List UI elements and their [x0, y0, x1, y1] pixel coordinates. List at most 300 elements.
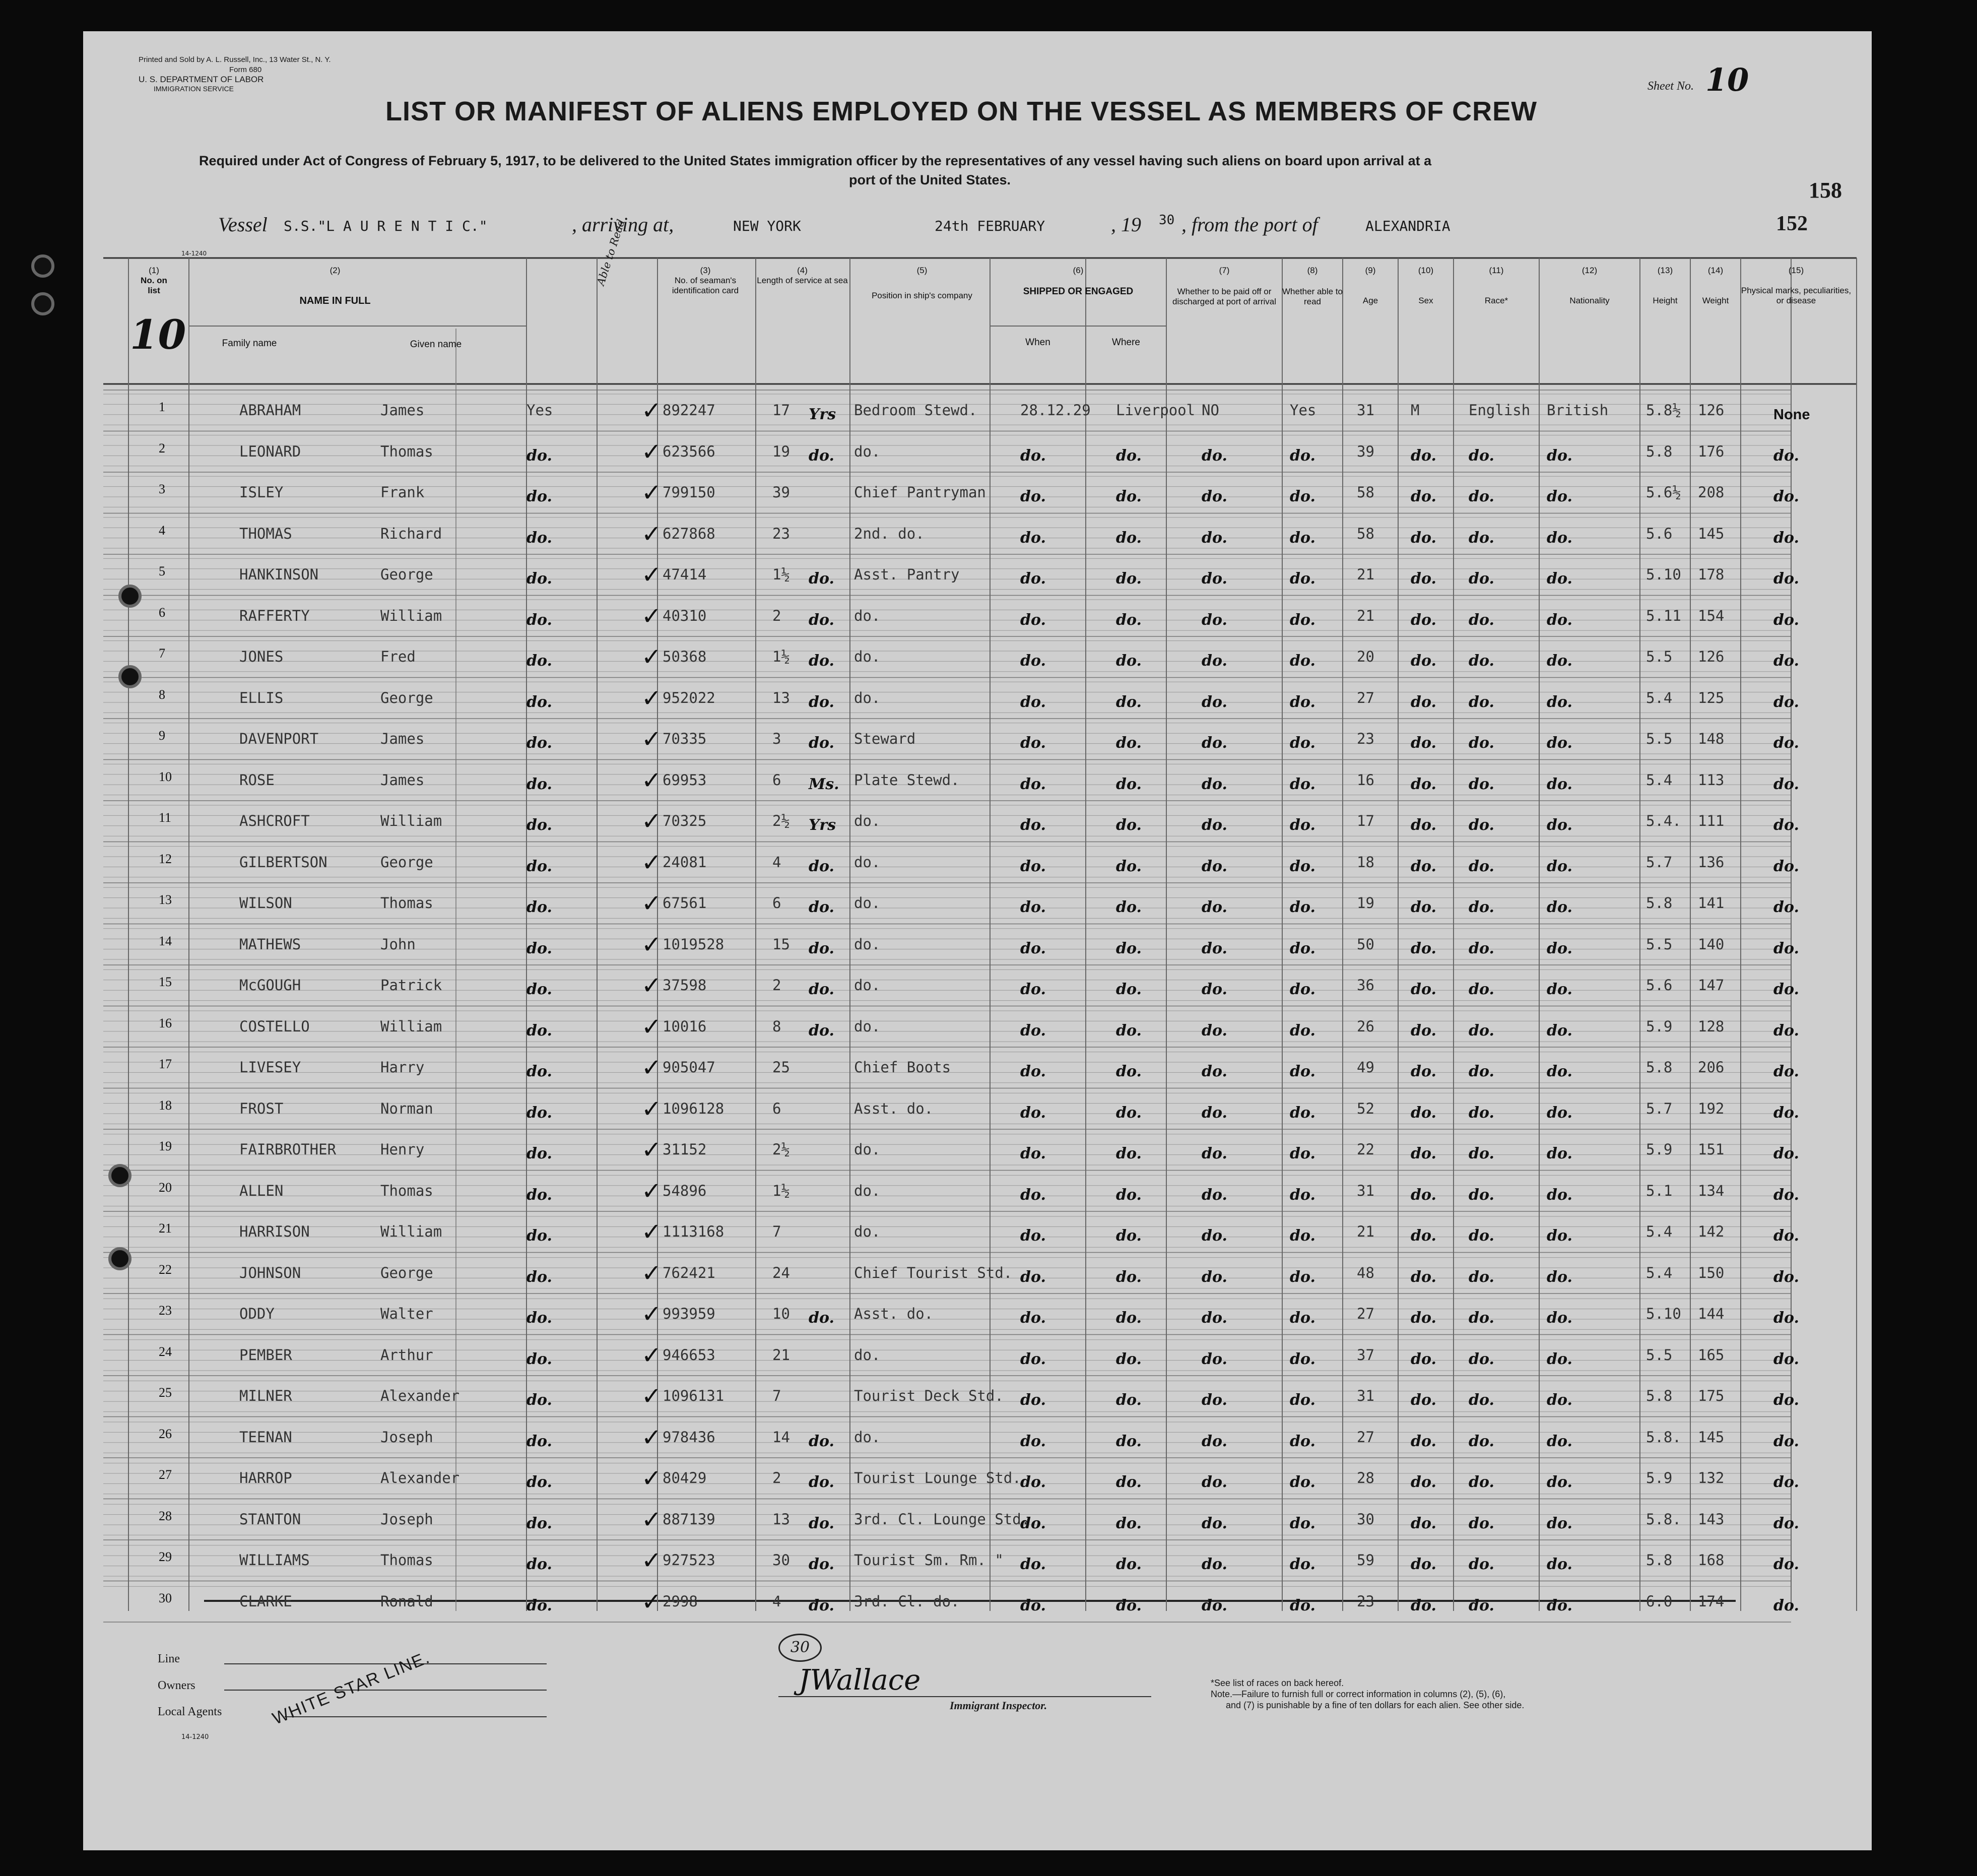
- race: do.: [1469, 816, 1494, 834]
- table-row: [83, 1464, 1799, 1510]
- given-name: Fred: [380, 648, 416, 665]
- paid-off: do.: [1202, 1596, 1227, 1614]
- shipped-where: do.: [1116, 939, 1142, 957]
- weight: 126: [1698, 648, 1725, 665]
- header-col-13: (13) Height: [1653, 266, 1678, 305]
- weight: 208: [1698, 484, 1725, 501]
- service-length: 7: [772, 1387, 781, 1404]
- age: 36: [1357, 977, 1374, 994]
- physical-marks: None: [1773, 407, 1810, 423]
- weight: 151: [1698, 1141, 1725, 1158]
- shipped-when: do.: [1020, 939, 1046, 957]
- manifest-sheet: [83, 31, 1872, 1850]
- shipped-when: do.: [1020, 1309, 1046, 1327]
- weight: 145: [1698, 525, 1725, 542]
- given-name: Joseph: [380, 1428, 433, 1446]
- shipped-when: do.: [1020, 488, 1046, 505]
- service-unit: do.: [809, 1556, 834, 1573]
- given-name: Henry: [380, 1141, 425, 1158]
- given-name: Walter: [380, 1305, 433, 1322]
- ship-position: Asst. do.: [854, 1099, 934, 1117]
- row-number: 25: [159, 1385, 172, 1400]
- service-length: 8: [772, 1017, 781, 1035]
- able-to-read-flag: do.: [1290, 446, 1315, 465]
- id-card-number: 905047: [663, 1059, 715, 1076]
- nationality: do.: [1547, 816, 1572, 834]
- shipped-where: do.: [1116, 1268, 1142, 1286]
- id-card-number: 1096128: [663, 1099, 724, 1117]
- age: 21: [1357, 1223, 1374, 1240]
- height: 5.5: [1646, 935, 1673, 953]
- page-title: LIST OR MANIFEST OF ALIENS EMPLOYED ON THE VESSEL AS MEMBERS OF CREW: [385, 96, 1538, 126]
- checkmark-icon: ✓: [641, 1054, 662, 1082]
- height: 5.9: [1646, 1017, 1673, 1035]
- checkmark-icon: ✓: [641, 397, 662, 425]
- paid-off: do.: [1202, 1063, 1227, 1080]
- ship-position: do.: [854, 1428, 881, 1446]
- weight: 125: [1698, 689, 1725, 706]
- service-length: 2: [772, 607, 781, 624]
- row-number: 21: [159, 1221, 172, 1236]
- ship-position: Chief Pantryman: [854, 484, 986, 501]
- family-name: CLARKE: [239, 1592, 292, 1610]
- physical-marks: do.: [1773, 1104, 1799, 1122]
- nationality: do.: [1547, 1514, 1572, 1532]
- service-unit: do.: [809, 693, 834, 711]
- ship-position: do.: [854, 977, 881, 994]
- service-length: 19: [772, 442, 790, 460]
- weight: 136: [1698, 853, 1725, 871]
- service-length: 39: [772, 484, 790, 501]
- able-to-read: do.: [526, 1473, 552, 1491]
- able-to-read: do.: [526, 1596, 552, 1614]
- given-name: Thomas: [380, 894, 433, 912]
- year-label: , 19: [1111, 213, 1141, 236]
- id-card-number: 24081: [663, 853, 707, 871]
- binder-hole: [108, 1247, 131, 1270]
- race: do.: [1469, 857, 1494, 875]
- able-to-read: do.: [526, 1063, 552, 1080]
- id-card-number: 993959: [663, 1305, 715, 1322]
- weight: 145: [1698, 1428, 1725, 1446]
- weight: 111: [1698, 812, 1725, 829]
- service-unit: do.: [809, 939, 834, 957]
- height: 5.6: [1646, 977, 1673, 994]
- able-to-read-flag: do.: [1290, 898, 1315, 916]
- shipped-when: do.: [1020, 1350, 1046, 1368]
- able-to-read-flag: do.: [1290, 1268, 1315, 1286]
- table-row: [83, 972, 1799, 1017]
- service-unit: do.: [809, 734, 834, 752]
- shipped-where: do.: [1116, 1063, 1142, 1080]
- height: 5.4: [1646, 771, 1673, 789]
- table-row: [83, 848, 1799, 894]
- list-number-hand: 10: [130, 311, 186, 358]
- footer-line-label: Line: [158, 1652, 180, 1665]
- header-col-15: (15) Physical marks, peculiarities, or disease: [1741, 266, 1852, 305]
- imprint-line-4: IMMIGRATION SERVICE: [154, 85, 234, 93]
- id-card-number: 762421: [663, 1264, 715, 1281]
- able-to-read-flag: do.: [1290, 1021, 1315, 1040]
- ship-position: Bedroom Stewd.: [854, 402, 977, 419]
- family-name: ASHCROFT: [239, 812, 310, 829]
- age: 48: [1357, 1264, 1374, 1281]
- checkmark-icon: ✓: [641, 1382, 662, 1410]
- service-length: 1½: [772, 648, 790, 665]
- race: do.: [1469, 1391, 1494, 1409]
- height: 5.8.: [1646, 1428, 1681, 1446]
- checkmark-icon: ✓: [641, 1094, 662, 1123]
- given-name: Alexander: [380, 1469, 460, 1486]
- given-name: Richard: [380, 525, 442, 542]
- shipped-when: do.: [1020, 1227, 1046, 1245]
- paid-off: do.: [1202, 1021, 1227, 1040]
- race: do.: [1469, 1309, 1494, 1327]
- row-number: 1: [159, 400, 165, 414]
- shipped-when: do.: [1020, 1268, 1046, 1286]
- weight: 147: [1698, 977, 1725, 994]
- header-col-10: (10) Sex: [1418, 266, 1434, 305]
- able-to-read: do.: [526, 1432, 552, 1450]
- id-card-number: 2998: [663, 1592, 698, 1610]
- family-name: DAVENPORT: [239, 730, 319, 747]
- service-length: 21: [772, 1346, 790, 1364]
- given-name: George: [380, 566, 433, 583]
- page-number: 152: [1776, 212, 1808, 235]
- paid-off: do.: [1202, 1473, 1227, 1491]
- age: 20: [1357, 648, 1374, 665]
- ship-position: Tourist Lounge Std.: [854, 1469, 1021, 1486]
- id-card-number: 978436: [663, 1428, 715, 1446]
- ship-position: do.: [854, 607, 881, 624]
- physical-marks: do.: [1773, 734, 1799, 752]
- nationality: British: [1547, 402, 1609, 419]
- nationality: do.: [1547, 1473, 1572, 1491]
- physical-marks: do.: [1773, 570, 1799, 588]
- checkmark-icon: ✓: [641, 520, 662, 548]
- id-card-number: 70335: [663, 730, 707, 747]
- height: 5.1: [1646, 1182, 1673, 1199]
- physical-marks: do.: [1773, 1473, 1799, 1491]
- paid-off: do.: [1202, 1145, 1227, 1162]
- shipped-where: do.: [1116, 1473, 1142, 1491]
- family-name: HARROP: [239, 1469, 292, 1486]
- able-to-read: do.: [526, 446, 552, 465]
- shipped-when: do.: [1020, 1514, 1046, 1532]
- shipped-when: do.: [1020, 898, 1046, 916]
- service-length: 13: [772, 689, 790, 706]
- physical-marks: do.: [1773, 1556, 1799, 1573]
- sex: do.: [1411, 1391, 1436, 1409]
- age: 49: [1357, 1059, 1374, 1076]
- race: English: [1469, 402, 1531, 419]
- given-name: Joseph: [380, 1510, 433, 1528]
- shipped-when: do.: [1020, 652, 1046, 670]
- checkmark-icon: ✓: [641, 437, 662, 466]
- paid-off: do.: [1202, 488, 1227, 505]
- shipped-where: do.: [1116, 775, 1142, 793]
- height: 5.5: [1646, 1346, 1673, 1364]
- shipped-when: do.: [1020, 1186, 1046, 1204]
- race: do.: [1469, 1186, 1494, 1204]
- id-card-number: 10016: [663, 1017, 707, 1035]
- sex: do.: [1411, 488, 1436, 505]
- shipped-where: do.: [1116, 734, 1142, 752]
- height: 5.7: [1646, 853, 1673, 871]
- shipped-when: 28.12.29: [1020, 402, 1091, 419]
- family-name: ABRAHAM: [239, 402, 301, 419]
- given-name: Thomas: [380, 442, 433, 460]
- shipped-when: do.: [1020, 1021, 1046, 1040]
- checkmark-icon: ✓: [641, 889, 662, 918]
- footer-note-1: *See list of races on back hereof.: [1211, 1678, 1344, 1688]
- paid-off: do.: [1202, 1104, 1227, 1122]
- age: 31: [1357, 402, 1374, 419]
- race: do.: [1469, 488, 1494, 505]
- shipped-where: do.: [1116, 488, 1142, 505]
- white-star-stamp: WHITE STAR LINE.: [270, 1647, 433, 1729]
- able-to-read-flag: do.: [1290, 1514, 1315, 1532]
- shipped-when: do.: [1020, 816, 1046, 834]
- ship-position: do.: [854, 442, 881, 460]
- race: do.: [1469, 446, 1494, 465]
- shipped-when: do.: [1020, 1391, 1046, 1409]
- age: 22: [1357, 1141, 1374, 1158]
- able-to-read: do.: [526, 1350, 552, 1368]
- height: 5.5: [1646, 730, 1673, 747]
- physical-marks: do.: [1773, 981, 1799, 998]
- row-number: 15: [159, 975, 172, 989]
- age: 18: [1357, 853, 1374, 871]
- sex: do.: [1411, 611, 1436, 629]
- able-to-read-flag: do.: [1290, 693, 1315, 711]
- weight: 113: [1698, 771, 1725, 789]
- paid-off: do.: [1202, 1556, 1227, 1573]
- sex: do.: [1411, 1432, 1436, 1450]
- table-row: [83, 889, 1799, 935]
- age: 26: [1357, 1017, 1374, 1035]
- table-row: [83, 1094, 1799, 1140]
- id-card-number: 37598: [663, 977, 707, 994]
- shipped-when: do.: [1020, 1432, 1046, 1450]
- able-to-read-flag: do.: [1290, 1309, 1315, 1327]
- height: 5.11: [1646, 607, 1681, 624]
- header-col-4: (4) Length of service at sea: [757, 266, 848, 285]
- able-to-read: do.: [526, 939, 552, 957]
- table-row: [83, 1587, 1799, 1633]
- height: 5.10: [1646, 566, 1681, 583]
- shipped-where: do.: [1116, 1596, 1142, 1614]
- nationality: do.: [1547, 1021, 1572, 1040]
- able-to-read: do.: [526, 775, 552, 793]
- family-name: HANKINSON: [239, 566, 319, 583]
- physical-marks: do.: [1773, 1309, 1799, 1327]
- sex: do.: [1411, 1473, 1436, 1491]
- shipped-when: do.: [1020, 570, 1046, 588]
- nationality: do.: [1547, 981, 1572, 998]
- shipped-where: do.: [1116, 1021, 1142, 1040]
- service-length: 23: [772, 525, 790, 542]
- race: do.: [1469, 693, 1494, 711]
- given-name: George: [380, 689, 433, 706]
- family-name: ALLEN: [239, 1182, 284, 1199]
- checkmark-icon: ✓: [641, 602, 662, 630]
- service-unit: do.: [809, 1021, 834, 1040]
- weight: 142: [1698, 1223, 1725, 1240]
- checkmark-icon: ✓: [641, 1464, 662, 1493]
- race: do.: [1469, 981, 1494, 998]
- header-able-to-read: Able to Read: [595, 218, 627, 287]
- checkmark-icon: ✓: [641, 561, 662, 589]
- row-number: 23: [159, 1303, 172, 1318]
- able-to-read: do.: [526, 1556, 552, 1573]
- physical-marks: do.: [1773, 1596, 1799, 1614]
- row-number: 12: [159, 851, 172, 866]
- able-to-read: do.: [526, 898, 552, 916]
- vessel-name: S.S."L A U R E N T I C.": [284, 218, 488, 234]
- able-to-read: do.: [526, 1309, 552, 1327]
- physical-marks: do.: [1773, 1145, 1799, 1162]
- able-to-read: do.: [526, 1227, 552, 1245]
- id-card-number: 892247: [663, 402, 715, 419]
- family-name: HARRISON: [239, 1223, 310, 1240]
- row-number: 13: [159, 892, 172, 907]
- height: 5.5: [1646, 648, 1673, 665]
- subtitle-line-1: Required under Act of Congress of February 5, 1917, to be delivered to the United States immigration officer by the representatives of any vessel having such aliens on board upon arrival at a: [199, 153, 1432, 168]
- given-name: George: [380, 853, 433, 871]
- able-to-read-flag: do.: [1290, 611, 1315, 629]
- binder-hole: [31, 292, 54, 315]
- ship-position: do.: [854, 853, 881, 871]
- height: 5.4: [1646, 1223, 1673, 1240]
- given-name: James: [380, 402, 425, 419]
- id-card-number: 31152: [663, 1141, 707, 1158]
- header-family-name: Family name: [222, 338, 277, 349]
- given-name: James: [380, 730, 425, 747]
- binder-hole: [118, 585, 142, 608]
- age: 23: [1357, 730, 1374, 747]
- sex: do.: [1411, 734, 1436, 752]
- departure-port: ALEXANDRIA: [1365, 218, 1451, 234]
- sex: do.: [1411, 775, 1436, 793]
- header-col-9: (9) Age: [1362, 266, 1378, 305]
- age: 23: [1357, 1592, 1374, 1610]
- table-row: [83, 1054, 1799, 1099]
- table-row: [83, 1218, 1799, 1263]
- table-row: [83, 766, 1799, 812]
- weight: 132: [1698, 1469, 1725, 1486]
- height: 5.4: [1646, 1264, 1673, 1281]
- able-to-read: do.: [526, 981, 552, 998]
- shipped-when: do.: [1020, 775, 1046, 793]
- family-name: WILSON: [239, 894, 292, 912]
- header-given-name: Given name: [410, 339, 462, 350]
- service-length: 2: [772, 1469, 781, 1486]
- table-row: [83, 807, 1799, 853]
- family-name: STANTON: [239, 1510, 301, 1528]
- service-unit: do.: [809, 1309, 834, 1327]
- paid-off: NO: [1202, 402, 1219, 419]
- race: do.: [1469, 939, 1494, 957]
- family-name: MILNER: [239, 1387, 292, 1404]
- nationality: do.: [1547, 775, 1572, 793]
- able-to-read: do.: [526, 693, 552, 711]
- able-to-read: do.: [526, 1268, 552, 1286]
- nationality: do.: [1547, 1227, 1572, 1245]
- ship-position: Plate Stewd.: [854, 771, 960, 789]
- checkmark-icon: ✓: [641, 1136, 662, 1164]
- ship-position: 3rd. Cl. do.: [854, 1592, 960, 1610]
- nationality: do.: [1547, 446, 1572, 465]
- able-to-read-flag: do.: [1290, 816, 1315, 834]
- table-row: [83, 1259, 1799, 1305]
- ship-position: Steward: [854, 730, 916, 747]
- service-length: 2½: [772, 1141, 790, 1158]
- age: 52: [1357, 1099, 1374, 1117]
- shipped-when: do.: [1020, 1473, 1046, 1491]
- shipped-when: do.: [1020, 857, 1046, 875]
- id-card-number: 67561: [663, 894, 707, 912]
- age: 27: [1357, 689, 1374, 706]
- race: do.: [1469, 529, 1494, 547]
- paid-off: do.: [1202, 981, 1227, 998]
- service-length: 15: [772, 935, 790, 953]
- footer-owners-label: Owners: [158, 1679, 195, 1692]
- ship-position: do.: [854, 812, 881, 829]
- able-to-read-flag: do.: [1290, 1227, 1315, 1245]
- table-row: [83, 1177, 1799, 1222]
- family-name: ELLIS: [239, 689, 284, 706]
- service-unit: Yrs: [809, 816, 836, 834]
- shipped-where: do.: [1116, 693, 1142, 711]
- able-to-read-flag: do.: [1290, 1596, 1315, 1614]
- checkmark-icon: ✓: [641, 479, 662, 507]
- height: 5.4: [1646, 689, 1673, 706]
- height: 5.8: [1646, 442, 1673, 460]
- shipped-when: do.: [1020, 1063, 1046, 1080]
- footer-form-code: 14-1240: [181, 1733, 209, 1741]
- id-card-number: 69953: [663, 771, 707, 789]
- sheet-label: Sheet No.: [1648, 80, 1694, 93]
- physical-marks: do.: [1773, 775, 1799, 793]
- header-col-5: (5) Position in ship's company: [872, 266, 972, 300]
- given-name: Thomas: [380, 1551, 433, 1569]
- table-row: [83, 725, 1799, 770]
- row-number: 10: [159, 769, 172, 784]
- service-unit: do.: [809, 898, 834, 916]
- paid-off: do.: [1202, 734, 1227, 752]
- shipped-where: do.: [1116, 898, 1142, 916]
- physical-marks: do.: [1773, 1268, 1799, 1286]
- table-row: [83, 520, 1799, 565]
- binder-hole: [31, 254, 54, 278]
- able-to-read: do.: [526, 1104, 552, 1122]
- family-name: LIVESEY: [239, 1059, 301, 1076]
- paid-off: do.: [1202, 939, 1227, 957]
- age: 27: [1357, 1305, 1374, 1322]
- physical-marks: do.: [1773, 529, 1799, 547]
- service-unit: do.: [809, 1596, 834, 1614]
- nationality: do.: [1547, 1309, 1572, 1327]
- service-length: 2½: [772, 812, 790, 829]
- id-card-number: 1096131: [663, 1387, 724, 1404]
- shipped-where: do.: [1116, 1556, 1142, 1573]
- sex: do.: [1411, 1309, 1436, 1327]
- ship-position: do.: [854, 1223, 881, 1240]
- able-to-read: Yes: [526, 402, 553, 419]
- able-to-read: do.: [526, 1391, 552, 1409]
- header-when: When: [1025, 337, 1050, 348]
